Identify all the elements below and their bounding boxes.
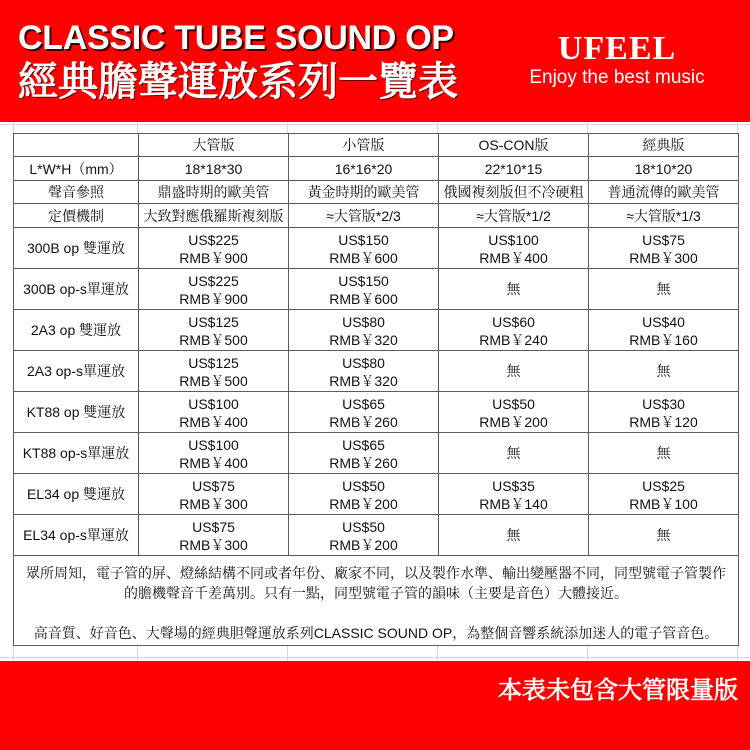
column-header-small-tube: 小管版 <box>289 134 439 157</box>
price-cell <box>439 310 589 351</box>
price-cell <box>589 310 739 351</box>
corner-cell <box>14 134 139 157</box>
rmb-price: RMB￥500 <box>179 332 248 348</box>
rmb-price: RMB￥300 <box>629 250 698 266</box>
rmb-price: RMB￥260 <box>329 455 398 471</box>
price-cell <box>289 433 439 474</box>
usd-price: US$75 <box>642 232 685 248</box>
rmb-price: RMB￥500 <box>179 373 248 389</box>
price-cell <box>289 269 439 310</box>
spec-value: 俄國複刻版但不冷硬粗 <box>439 181 589 204</box>
price-row <box>14 515 739 556</box>
comparison-table <box>13 133 739 646</box>
price-cell <box>289 474 439 515</box>
rmb-price: RMB￥320 <box>329 373 398 389</box>
rmb-price: RMB￥320 <box>329 332 398 348</box>
column-header-row <box>14 134 739 157</box>
usd-price: US$50 <box>492 396 535 412</box>
unavailable-cell: 無 <box>439 515 589 556</box>
price-cell <box>589 228 739 269</box>
rmb-price: RMB￥400 <box>179 414 248 430</box>
price-row <box>14 310 739 351</box>
model-label: 2A3 op-s單運放 <box>14 351 139 392</box>
usd-price: US$50 <box>342 478 385 494</box>
price-cell <box>289 351 439 392</box>
spreadsheet-area <box>0 122 750 661</box>
note-spacer <box>18 603 734 623</box>
usd-price: US$50 <box>342 519 385 535</box>
column-header-large-tube: 大管版 <box>139 134 289 157</box>
spec-value: 22*10*15 <box>439 157 589 181</box>
spec-value: 16*16*20 <box>289 157 439 181</box>
price-cell <box>139 310 289 351</box>
usd-price: US$35 <box>492 478 535 494</box>
rmb-price: RMB￥140 <box>479 496 548 512</box>
usd-price: US$25 <box>642 478 685 494</box>
column-header-classic: 經典版 <box>589 134 739 157</box>
title-chinese: 經典膽聲運放系列一覽表 <box>18 60 458 104</box>
note-cell <box>14 556 739 646</box>
usd-price: US$225 <box>188 232 239 248</box>
price-cell <box>139 515 289 556</box>
rmb-price: RMB￥160 <box>629 332 698 348</box>
rmb-price: RMB￥300 <box>179 537 248 553</box>
rmb-price: RMB￥900 <box>179 250 248 266</box>
title-english: CLASSIC TUBE SOUND OP <box>18 19 454 57</box>
price-cell <box>589 392 739 433</box>
spec-value: 大致對應俄羅斯複刻版 <box>139 204 289 228</box>
spec-value: 18*18*30 <box>139 157 289 181</box>
model-label: KT88 op-s單運放 <box>14 433 139 474</box>
spec-value: 普通流傳的歐美管 <box>589 181 739 204</box>
price-cell <box>289 310 439 351</box>
unavailable-cell: 無 <box>439 269 589 310</box>
usd-price: US$65 <box>342 396 385 412</box>
usd-price: US$30 <box>642 396 685 412</box>
usd-price: US$100 <box>188 396 239 412</box>
usd-price: US$150 <box>338 232 389 248</box>
price-cell <box>139 474 289 515</box>
usd-price: US$100 <box>188 437 239 453</box>
price-cell <box>139 228 289 269</box>
model-label: EL34 op-s單運放 <box>14 515 139 556</box>
price-cell <box>289 515 439 556</box>
usd-price: US$150 <box>338 273 389 289</box>
spec-value: 黃金時期的歐美管 <box>289 181 439 204</box>
spec-row-sound-reference <box>14 181 739 204</box>
rmb-price: RMB￥200 <box>329 496 398 512</box>
rmb-price: RMB￥600 <box>329 291 398 307</box>
price-cell <box>139 392 289 433</box>
spec-label-dimensions: L*W*H（mm） <box>14 157 139 181</box>
usd-price: US$60 <box>492 314 535 330</box>
usd-price: US$80 <box>342 314 385 330</box>
price-row <box>14 228 739 269</box>
spec-row-pricing <box>14 204 739 228</box>
price-cell <box>139 433 289 474</box>
unavailable-cell: 無 <box>439 433 589 474</box>
spec-value: ≈大管版*1/2 <box>439 204 589 228</box>
brand-logo: UFEEL <box>557 30 677 67</box>
rmb-price: RMB￥100 <box>629 496 698 512</box>
rmb-price: RMB￥120 <box>629 414 698 430</box>
rmb-price: RMB￥900 <box>179 291 248 307</box>
note-line: 高音質、好音色、大聲場的經典胆聲運放系列CLASSIC SOUND OP，為整個音響系統添加迷人的電子管音色。 <box>33 625 719 641</box>
price-row <box>14 269 739 310</box>
spec-value: ≈大管版*1/3 <box>589 204 739 228</box>
unavailable-cell: 無 <box>589 433 739 474</box>
footer-note: 本表未包含大管限量版 <box>498 677 738 704</box>
usd-price: US$125 <box>188 355 239 371</box>
price-cell <box>139 351 289 392</box>
unavailable-cell: 無 <box>439 351 589 392</box>
usd-price: US$75 <box>192 478 235 494</box>
brand-slogan: Enjoy the best music <box>529 67 705 88</box>
usd-price: US$80 <box>342 355 385 371</box>
rmb-price: RMB￥260 <box>329 414 398 430</box>
price-cell <box>589 474 739 515</box>
usd-price: US$40 <box>642 314 685 330</box>
spec-row-dimensions <box>14 157 739 181</box>
rmb-price: RMB￥240 <box>479 332 548 348</box>
spec-label-sound-reference: 聲音參照 <box>14 181 139 204</box>
rmb-price: RMB￥600 <box>329 250 398 266</box>
price-cell <box>439 392 589 433</box>
rmb-price: RMB￥200 <box>479 414 548 430</box>
model-label: 300B op-s單運放 <box>14 269 139 310</box>
unavailable-cell: 無 <box>589 351 739 392</box>
price-row <box>14 474 739 515</box>
unavailable-cell: 無 <box>589 515 739 556</box>
price-cell <box>439 228 589 269</box>
usd-price: US$100 <box>488 232 539 248</box>
usd-price: US$65 <box>342 437 385 453</box>
spec-value: 鼎盛時期的歐美管 <box>139 181 289 204</box>
column-header-os-con: OS-CON版 <box>439 134 589 157</box>
price-cell <box>289 228 439 269</box>
price-cell <box>289 392 439 433</box>
price-cell <box>139 269 289 310</box>
model-label: KT88 op 雙運放 <box>14 392 139 433</box>
model-label: 2A3 op 雙運放 <box>14 310 139 351</box>
usd-price: US$125 <box>188 314 239 330</box>
rmb-price: RMB￥300 <box>179 496 248 512</box>
brand-block <box>517 29 717 89</box>
footer-banner <box>0 661 750 750</box>
usd-price: US$225 <box>188 273 239 289</box>
spec-value: ≈大管版*2/3 <box>289 204 439 228</box>
unavailable-cell: 無 <box>589 269 739 310</box>
model-label: 300B op 雙運放 <box>14 228 139 269</box>
spec-value: 18*10*20 <box>589 157 739 181</box>
price-row <box>14 392 739 433</box>
model-label: EL34 op 雙運放 <box>14 474 139 515</box>
price-row <box>14 433 739 474</box>
rmb-price: RMB￥400 <box>479 250 548 266</box>
price-row <box>14 351 739 392</box>
rmb-price: RMB￥400 <box>179 455 248 471</box>
header-banner <box>0 0 750 122</box>
rmb-price: RMB￥200 <box>329 537 398 553</box>
note-line: 的膽機聲音千差萬別。只有一點，同型號電子管的韻味（主要是音色）大體接近。 <box>124 585 628 601</box>
note-row <box>14 556 739 646</box>
spec-label-pricing: 定價機制 <box>14 204 139 228</box>
note-line: 眾所周知，電子管的屏、燈絲結構不同或者年份、廠家不同，以及製作水準、輸出變壓器不同，同型號電子管製作 <box>26 565 726 581</box>
price-cell <box>439 474 589 515</box>
usd-price: US$75 <box>192 519 235 535</box>
